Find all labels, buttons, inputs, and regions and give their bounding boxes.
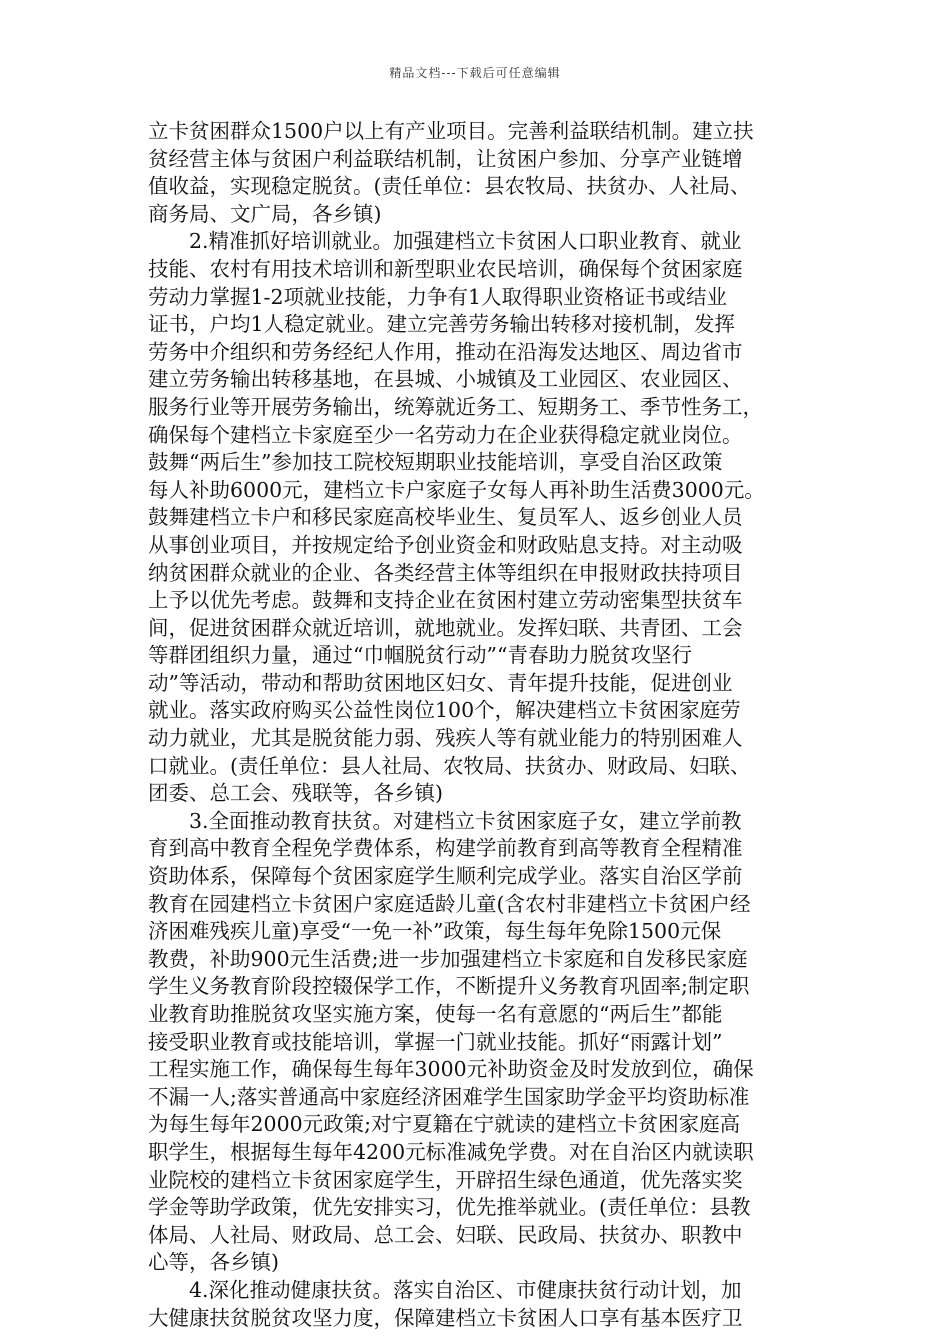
text-line: 心等，各乡镇) (148, 1250, 279, 1275)
text-line: 值收益，实现稳定脱贫。(责任单位：县农牧局、扶贫办、人社局、 (148, 174, 751, 199)
text-line: 上予以优先考虑。鼓舞和支持企业在贫困村建立劳动密集型扶贫车 (148, 588, 743, 613)
text-line: 证书，户均1人稳定就业。建立完善劳务输出转移对接机制，发挥 (148, 312, 736, 337)
text-line: 动”等活动，带动和帮助贫困地区妇女、青年提升技能，促进创业 (148, 670, 733, 695)
text-line: 口就业。(责任单位：县人社局、农牧局、扶贫办、财政局、妇联、 (148, 753, 751, 778)
text-line: 资助体系，保障每个贫困家庭学生顺利完成学业。落实自治区学前 (148, 864, 743, 889)
text-line: 服务行业等开展劳务输出，统筹就近务工、短期务工、季节性务工， (148, 394, 763, 419)
text-line: 每人补助6000元，建档立卡户家庭子女每人再补助生活费3000元。 (148, 477, 765, 502)
text-line: 团委、总工会、残联等，各乡镇) (148, 781, 443, 806)
text-line: 体局、人社局、财政局、总工会、妇联、民政局、扶贫办、职教中 (148, 1222, 743, 1247)
text-line: 业院校的建档立卡贫困家庭学生，开辟招生绿色通道，优先落实奖 (148, 1167, 743, 1192)
text-line: 接受职业教育或技能培训，掌握一门就业技能。抓好“雨露计划” (148, 1029, 723, 1054)
text-line: 间，促进贫困群众就近培训，就地就业。发挥妇联、共青团、工会 (148, 615, 743, 640)
document-body (148, 118, 828, 1332)
text-line: 工程实施工作，确保每生每年3000元补助资金及时发放到位，确保 (148, 1057, 754, 1082)
text-line: 劳动力掌握1-2项就业技能，力争有1人取得职业资格证书或结业 (148, 284, 728, 309)
text-line: 教费，补助900元生活费;进一步加强建档立卡家庭和自发移民家庭 (148, 946, 748, 971)
text-line: 学生义务教育阶段控辍保学工作，不断提升义务教育巩固率;制定职 (148, 974, 750, 999)
text-line: 商务局、文广局，各乡镇) (148, 201, 382, 226)
text-line: 纳贫困群众就业的企业、各类经营主体等组织在申报财政扶持项目 (148, 560, 743, 585)
paragraph (148, 228, 828, 807)
text-line: 2.精准抓好培训就业。加强建档立卡贫困人口职业教育、就业 (189, 229, 742, 254)
text-line: 建立劳务输出转移基地，在县城、小城镇及工业园区、农业园区、 (148, 367, 743, 392)
text-line: 鼓舞“两后生”参加技工院校短期职业技能培训，享受自治区政策 (148, 450, 723, 475)
text-line: 不漏一人;落实普通高中家庭经济困难学生国家助学金平均资助标准 (148, 1084, 750, 1109)
paragraph (148, 1277, 828, 1332)
text-line: 劳务中介组织和劳务经纪人作用，推动在沿海发达地区、周边省市 (148, 339, 743, 364)
text-line: 育到高中教育全程免学费体系，构建学前教育到高等教育全程精准 (148, 836, 743, 861)
paragraph (148, 808, 828, 1277)
text-line: 业教育助推脱贫攻坚实施方案，使每一名有意愿的“两后生”都能 (148, 1002, 723, 1026)
text-line: 动力就业，尤其是脱贫能力弱、残疾人等有就业能力的特别困难人 (148, 726, 743, 751)
text-line: 济困难残疾儿童)享受“一免一补”政策，每生每年免除1500元保 (148, 919, 722, 944)
text-line: 鼓舞建档立卡户和移民家庭高校毕业生、复员军人、返乡创业人员 (148, 505, 743, 530)
text-line: 立卡贫困群众1500户以上有产业项目。完善利益联结机制。建立扶 (148, 119, 754, 143)
text-line: 职学生，根据每生每年4200元标准减免学费。对在自治区内就读职 (148, 1139, 754, 1164)
text-line: 教育在园建档立卡贫困户家庭适龄儿童(含农村非建档立卡贫困户经 (148, 891, 751, 916)
text-line: 确保每个建档立卡家庭至少一名劳动力在企业获得稳定就业岗位。 (148, 422, 743, 447)
paragraph (148, 118, 828, 228)
text-line: 等群团组织力量，通过“巾帼脱贫行动”“青春助力脱贫攻坚行 (148, 643, 692, 668)
text-line: 就业。落实政府购买公益性岗位100个，解决建档立卡贫困家庭劳 (148, 698, 741, 723)
text-line: 贫经营主体与贫困户利益联结机制，让贫困户参加、分享产业链增 (148, 146, 743, 171)
text-line: 技能、农村有用技术培训和新型职业农民培训，确保每个贫困家庭 (148, 256, 743, 281)
page-header: 精品文档---下载后可任意编辑 (389, 66, 561, 80)
text-line: 学金等助学政策，优先安排实习，优先推举就业。(责任单位：县教 (148, 1195, 751, 1220)
text-line: 3.全面推动教育扶贫。对建档立卡贫困家庭子女，建立学前教 (189, 808, 742, 833)
text-line: 大健康扶贫脱贫攻坚力度，保障建档立卡贫困人口享有基本医疗卫 (148, 1305, 743, 1330)
text-line: 从事创业项目，并按规定给予创业资金和财政贴息支持。对主动吸 (148, 532, 743, 557)
text-line: 为每生每年2000元政策;对宁夏籍在宁就读的建档立卡贫困家庭高 (148, 1112, 741, 1137)
text-line: 4.深化推动健康扶贫。落实自治区、市健康扶贫行动计划，加 (189, 1277, 742, 1302)
